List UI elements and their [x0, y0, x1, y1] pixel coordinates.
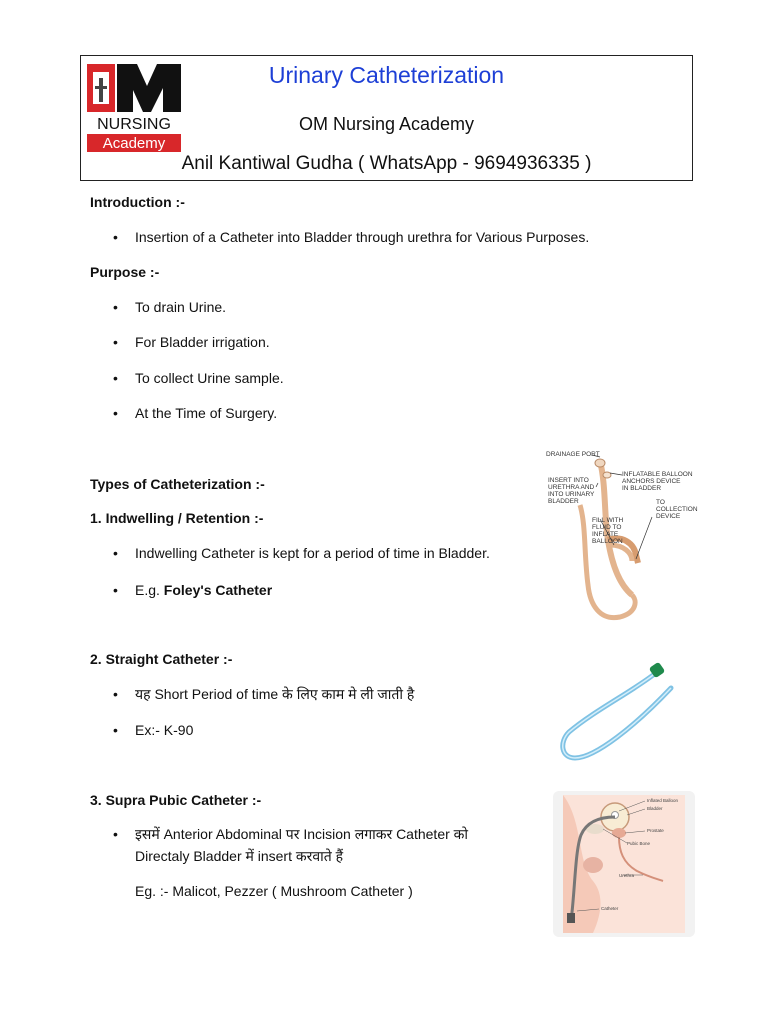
- intro-item: Insertion of a Catheter into Bladder through urethra for Various Purposes.: [135, 229, 590, 245]
- foley-catheter-label: Foley's Catheter: [163, 582, 273, 598]
- label-bladder: Bladder: [647, 806, 663, 811]
- bullet-dot: •: [113, 582, 118, 598]
- label-prostate: Prostate: [647, 828, 664, 833]
- example-prefix: E.g.: [135, 582, 164, 598]
- label-fill-2: FLUID TO: [592, 524, 622, 531]
- suprapubic-catheter-diagram: [553, 791, 695, 937]
- label-fill-3: INFLATE: [592, 531, 619, 538]
- bullet-dot: •: [113, 826, 118, 842]
- bullet-dot: •: [113, 686, 118, 702]
- catheter-end: [567, 913, 575, 923]
- label-fill-1: FILL WITH: [592, 517, 624, 524]
- label-insert-2: URETHRA AND: [548, 484, 595, 491]
- label-balloon-1: INFLATABLE BALLOON: [622, 471, 693, 478]
- purpose-item: For Bladder irrigation.: [135, 334, 270, 350]
- straight-heading: 2. Straight Catheter :-: [90, 651, 233, 667]
- balloon-shape: [603, 472, 611, 478]
- foley-catheter-diagram: [540, 445, 705, 630]
- label-insert-1: INSERT INTO: [548, 477, 589, 484]
- page-title: Urinary Catheterization: [268, 62, 505, 88]
- label-collection-2: COLLECTION: [656, 506, 698, 513]
- bullet-dot: •: [113, 370, 118, 386]
- organization-name: OM Nursing Academy: [298, 114, 475, 134]
- label-urethra: Urethra: [619, 873, 635, 878]
- straight-item: यह Short Period of time के लिए काम मे ली जाती है: [135, 686, 415, 702]
- purpose-item: At the Time of Surgery.: [135, 405, 278, 421]
- label-balloon-3: IN BLADDER: [622, 485, 662, 492]
- bullet-dot: •: [113, 545, 118, 561]
- label-fill-4: BALLOON: [592, 538, 623, 545]
- label-balloon-2: ANCHORS DEVICE: [622, 478, 681, 485]
- suprapubic-example: Eg. :- Malicot, Pezzer ( Mushroom Catheter ): [135, 883, 413, 899]
- indwelling-example: [135, 581, 272, 599]
- label-collection-3: DEVICE: [656, 513, 681, 520]
- logo-text-nursing: NURSING: [97, 116, 171, 133]
- bullet-dot: •: [113, 229, 118, 245]
- indwelling-heading: 1. Indwelling / Retention :-: [90, 510, 264, 526]
- bullet-dot: •: [113, 405, 118, 421]
- types-heading: Types of Catheterization :-: [90, 476, 265, 492]
- indwelling-item: Indwelling Catheter is kept for a period of time in Bladder.: [135, 545, 490, 561]
- suprapubic-heading: 3. Supra Pubic Catheter :-: [90, 792, 262, 808]
- bullet-dot: •: [113, 299, 118, 315]
- header-box: [80, 55, 693, 181]
- purpose-heading: Purpose :-: [90, 264, 160, 280]
- straight-catheter-tube: [563, 672, 671, 758]
- straight-example: Ex:- K-90: [135, 722, 194, 738]
- suprapubic-item-line1: इसमें Anterior Abdominal पर Incision लगाकर Catheter को: [135, 826, 469, 842]
- purpose-item: To collect Urine sample.: [135, 370, 284, 386]
- purpose-item: To drain Urine.: [135, 299, 227, 315]
- drainage-port-tip: [595, 459, 605, 467]
- label-drainage-port: DRAINAGE PORT: [546, 451, 600, 458]
- bullet-dot: •: [113, 334, 118, 350]
- label-insert-3: INTO URINARY: [548, 491, 595, 498]
- bullet-dot: •: [113, 722, 118, 738]
- label-insert-4: BLADDER: [548, 498, 579, 505]
- prostate-shape: [612, 828, 626, 838]
- label-inflated-balloon: Inflated Balloon: [647, 798, 679, 803]
- label-catheter: Catheter: [601, 906, 619, 911]
- straight-catheter-image: [555, 660, 680, 770]
- author-contact: Anil Kantiwal Gudha ( WhatsApp - 9694936335 ): [181, 153, 592, 174]
- label-collection-1: TO: [656, 499, 665, 506]
- intro-heading: Introduction :-: [90, 194, 185, 210]
- label-pubic-bone: Pubic Bone: [627, 841, 651, 846]
- logo-text-academy: Academy: [102, 135, 166, 152]
- suprapubic-item-line2: Directaly Bladder में insert करवाते हैं: [135, 848, 344, 864]
